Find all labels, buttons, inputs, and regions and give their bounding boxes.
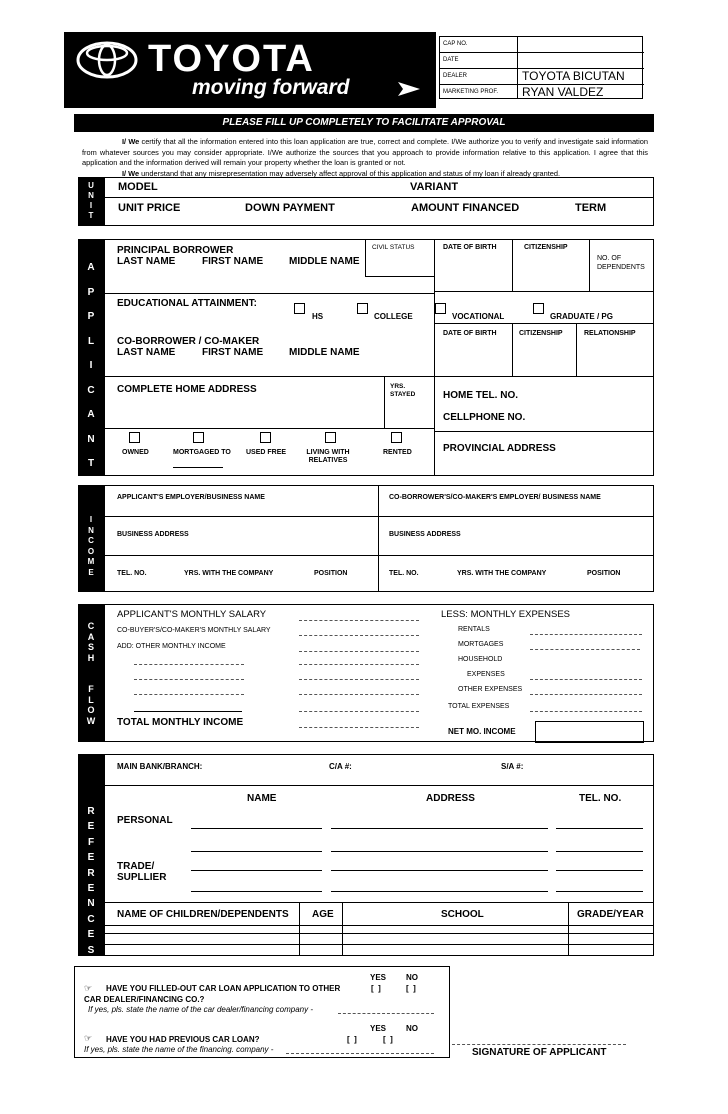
first-name-label: FIRST NAME bbox=[202, 256, 264, 267]
age-header: AGE bbox=[312, 909, 334, 920]
trade-ref-2-address[interactable] bbox=[331, 891, 548, 892]
other-expenses-field[interactable] bbox=[530, 694, 642, 695]
ca-label: C/A #: bbox=[329, 762, 352, 771]
net-income-field[interactable] bbox=[535, 721, 644, 743]
signature-line[interactable] bbox=[452, 1044, 626, 1045]
q2-line2: If yes, pls. state the name of the financing. company - bbox=[84, 1045, 274, 1054]
children-header: NAME OF CHILDREN/DEPENDENTS bbox=[117, 909, 289, 920]
total-income-subtotal-line[interactable] bbox=[134, 711, 242, 712]
trade-ref-2-name[interactable] bbox=[191, 891, 322, 892]
yrs-stayed-label: YRS. STAYED bbox=[390, 383, 416, 398]
income-side-label: I N C O M E bbox=[87, 515, 95, 577]
co-borrower-label: CO-BORROWER / CO-MAKER bbox=[117, 336, 260, 347]
down-payment-label: DOWN PAYMENT bbox=[245, 202, 335, 214]
other-income-amount-3[interactable] bbox=[299, 694, 419, 695]
home-tel-label: HOME TEL. NO. bbox=[443, 390, 518, 401]
unit-side-label: U N I T bbox=[88, 181, 94, 220]
q2-no-box[interactable]: [ ] bbox=[383, 1035, 393, 1044]
brand-name: TOYOTA bbox=[148, 38, 315, 80]
q2-pointer-icon: ☞ bbox=[84, 1033, 93, 1043]
personal-ref-1-name[interactable] bbox=[191, 828, 322, 829]
model-label: MODEL bbox=[118, 181, 158, 193]
residence-mortgaged-label: MORTGAGED TO bbox=[173, 449, 231, 456]
income-yrs-label: YRS. WITH THE COMPANY bbox=[184, 570, 274, 577]
residence-owned-label: OWNED bbox=[122, 449, 149, 456]
total-income-subtotal-field[interactable] bbox=[299, 711, 419, 712]
co-income-yrs-label: YRS. WITH THE COMPANY bbox=[457, 570, 547, 577]
co-citizenship-label: CITIZENSHIP bbox=[519, 330, 563, 337]
principal-borrower-label: PRINCIPAL BORROWER bbox=[117, 245, 234, 256]
co-income-tel-label: TEL. NO. bbox=[389, 570, 419, 577]
personal-ref-1-address[interactable] bbox=[331, 828, 548, 829]
personal-ref-2-address[interactable] bbox=[331, 851, 548, 852]
relationship-label: RELATIONSHIP bbox=[584, 330, 636, 337]
other-income-amount-1[interactable] bbox=[299, 664, 419, 665]
employer-label: APPLICANT'S EMPLOYER/BUSINESS NAME bbox=[117, 494, 265, 501]
household-expenses-label: EXPENSES bbox=[467, 671, 505, 678]
other-income-label: ADD: OTHER MONTHLY INCOME bbox=[117, 643, 226, 650]
marketing-prof-label: MARKETING PROF. bbox=[443, 89, 499, 95]
applicant-section bbox=[104, 239, 654, 476]
personal-ref-2-tel[interactable] bbox=[556, 851, 643, 852]
q1-line1: HAVE YOU FILLED-OUT CAR LOAN APPLICATION TO OTHER bbox=[106, 984, 341, 993]
home-address-label: COMPLETE HOME ADDRESS bbox=[117, 384, 257, 395]
total-expenses-label: TOTAL EXPENSES bbox=[448, 703, 510, 710]
unit-section bbox=[104, 177, 654, 226]
other-income-desc-2[interactable] bbox=[134, 679, 244, 680]
edu-vocational-label: VOCATIONAL bbox=[452, 312, 505, 321]
header-fields-table bbox=[439, 36, 643, 99]
trade-ref-1-name[interactable] bbox=[191, 870, 322, 871]
school-header: SCHOOL bbox=[441, 909, 484, 920]
net-income-label: NET MO. INCOME bbox=[448, 727, 516, 736]
total-income-label: TOTAL MONTHLY INCOME bbox=[117, 717, 244, 728]
references-side-label: R E F E R E N C E S bbox=[87, 806, 95, 956]
main-bank-label: MAIN BANK/BRANCH: bbox=[117, 762, 203, 771]
disclaimer-lead-1: I/ We bbox=[122, 137, 140, 146]
income-position-label: POSITION bbox=[314, 570, 348, 577]
q1-no-label: NO bbox=[406, 973, 418, 982]
trade-ref-2-tel[interactable] bbox=[556, 891, 643, 892]
cap-no-label: CAP NO. bbox=[443, 41, 468, 47]
ref-address-header: ADDRESS bbox=[426, 793, 475, 804]
co-salary-field[interactable] bbox=[299, 635, 419, 636]
education-label: EDUCATIONAL ATTAINMENT: bbox=[117, 298, 257, 309]
middle-name-label: MIDDLE NAME bbox=[289, 256, 360, 267]
disclaimer-lead-2: I/ We bbox=[122, 168, 140, 178]
co-first-name-label: FIRST NAME bbox=[202, 347, 264, 358]
instruction-banner: PLEASE FILL UP COMPLETELY TO FACILITATE APPROVAL bbox=[74, 114, 654, 132]
total-income-field[interactable] bbox=[299, 727, 419, 728]
q2-yes-label: YES bbox=[370, 1024, 387, 1033]
edu-graduate-label: GRADUATE / PG bbox=[550, 312, 613, 321]
co-business-address-label: BUSINESS ADDRESS bbox=[389, 531, 461, 538]
personal-ref-1-tel[interactable] bbox=[556, 828, 643, 829]
rentals-field[interactable] bbox=[530, 634, 642, 635]
cap-no-field[interactable] bbox=[520, 38, 642, 51]
q1-line2: CAR DEALER/FINANCING CO.? bbox=[84, 995, 205, 1004]
less-expenses-label: LESS: MONTHLY EXPENSES bbox=[441, 609, 570, 620]
residence-owned-checkbox[interactable] bbox=[129, 432, 140, 443]
business-address-label: BUSINESS ADDRESS bbox=[117, 531, 189, 538]
mortgages-field[interactable] bbox=[530, 649, 640, 650]
disclaimer bbox=[82, 137, 648, 178]
sa-label: S/A #: bbox=[501, 762, 524, 771]
residence-used-free-label: USED FREE bbox=[246, 449, 287, 456]
toyota-emblem-icon bbox=[76, 41, 138, 79]
co-employer-label: CO-BORROWER'S/CO-MAKER'S EMPLOYER/ BUSINESS NAME bbox=[389, 494, 601, 501]
total-expenses-field[interactable] bbox=[530, 711, 642, 712]
dealer-field[interactable]: TOYOTA BICUTAN bbox=[522, 69, 625, 83]
date-label: DATE bbox=[443, 57, 459, 63]
other-income-field[interactable] bbox=[299, 651, 419, 652]
provincial-address-label: PROVINCIAL ADDRESS bbox=[443, 443, 556, 454]
term-label: TERM bbox=[575, 202, 607, 214]
q2-line1: HAVE YOU HAD PREVIOUS CAR LOAN? bbox=[106, 1035, 260, 1044]
household-label: HOUSEHOLD bbox=[458, 656, 503, 663]
residence-relatives-label: LIVING WITH RELATIVES bbox=[306, 449, 350, 464]
marketing-prof-field[interactable]: RYAN VALDEZ bbox=[522, 85, 604, 99]
unit-price-label: UNIT PRICE bbox=[118, 202, 181, 214]
q1-pointer-icon: ☞ bbox=[84, 983, 93, 993]
dob-label: DATE OF BIRTH bbox=[443, 244, 497, 251]
last-name-label: LAST NAME bbox=[117, 256, 176, 267]
dependents-label: NO. OF DEPENDENTS bbox=[597, 255, 645, 271]
edu-college-checkbox[interactable] bbox=[357, 303, 368, 314]
disclaimer-text-2: understand that any misrepresentation may adversely affect approval of this application and status of my loan if already granted. bbox=[139, 168, 561, 178]
mortgaged-to-line[interactable] bbox=[173, 467, 223, 468]
residence-mortgaged-checkbox[interactable] bbox=[193, 432, 204, 443]
disclaimer-text-1: certify that all the information entered into this loan application are true, correct and complete. I/We authorize you to verify and investigate said information from whatever sources you may consider appropriate. I/We authorize the sources that you approach to provide information relative to this application. I agree that this application and the information derived will remain your property whether the loan is granted or not. bbox=[82, 137, 648, 168]
residence-rented-label: RENTED bbox=[383, 449, 412, 456]
q1-no-box[interactable]: [ ] bbox=[406, 984, 416, 993]
date-field[interactable] bbox=[520, 54, 642, 67]
other-income-amount-2[interactable] bbox=[299, 679, 419, 680]
ref-tel-header: TEL. NO. bbox=[579, 793, 622, 804]
trade-ref-1-address[interactable] bbox=[331, 870, 548, 871]
salary-label: APPLICANT'S MONTHLY SALARY bbox=[117, 609, 267, 620]
ref-name-header: NAME bbox=[247, 793, 277, 804]
citizenship-label: CITIZENSHIP bbox=[524, 244, 568, 251]
personal-label: PERSONAL bbox=[117, 815, 173, 826]
civil-status-label: CIVIL STATUS bbox=[372, 244, 415, 251]
edu-college-label: COLLEGE bbox=[374, 312, 413, 321]
residence-used-free-checkbox[interactable] bbox=[260, 432, 271, 443]
q1-yes-box[interactable]: [ ] bbox=[371, 984, 381, 993]
mortgages-label: MORTGAGES bbox=[458, 641, 504, 648]
personal-ref-2-name[interactable] bbox=[191, 851, 322, 852]
co-salary-label: CO-BUYER'S/CO-MAKER'S MONTHLY SALARY bbox=[117, 627, 271, 634]
dealer-label: DEALER bbox=[443, 73, 468, 79]
residence-relatives-checkbox[interactable] bbox=[325, 432, 336, 443]
other-income-desc-1[interactable] bbox=[134, 664, 244, 665]
signature-label: SIGNATURE OF APPLICANT bbox=[472, 1047, 607, 1058]
residence-rented-checkbox[interactable] bbox=[391, 432, 402, 443]
trade-label: TRADE/ bbox=[117, 861, 155, 872]
co-income-position-label: POSITION bbox=[587, 570, 621, 577]
q2-yes-box[interactable]: [ ] bbox=[347, 1035, 357, 1044]
toyota-logo-block bbox=[64, 32, 436, 108]
variant-label: VARIANT bbox=[410, 181, 459, 193]
rentals-label: RENTALS bbox=[458, 626, 490, 633]
q1-company-field[interactable] bbox=[338, 1013, 434, 1014]
trade-ref-1-tel[interactable] bbox=[556, 870, 643, 871]
q2-company-field[interactable] bbox=[286, 1053, 434, 1054]
edu-hs-checkbox[interactable] bbox=[294, 303, 305, 314]
co-dob-label: DATE OF BIRTH bbox=[443, 330, 497, 337]
co-middle-name-label: MIDDLE NAME bbox=[289, 347, 360, 358]
household-field[interactable] bbox=[530, 679, 642, 680]
other-expenses-label: OTHER EXPENSES bbox=[458, 686, 523, 693]
edu-vocational-checkbox[interactable] bbox=[435, 303, 446, 314]
q1-line3: If yes, pls. state the name of the car dealer/financing company - bbox=[88, 1005, 314, 1014]
edu-graduate-checkbox[interactable] bbox=[533, 303, 544, 314]
income-tel-label: TEL. NO. bbox=[117, 570, 147, 577]
cellphone-label: CELLPHONE NO. bbox=[443, 412, 526, 423]
cashflow-side-label: C A S H F L O W bbox=[86, 621, 96, 726]
grade-header: GRADE/YEAR bbox=[577, 909, 644, 920]
applicant-side-label: A P P L I C A N T bbox=[87, 262, 95, 469]
salary-field[interactable] bbox=[299, 620, 419, 621]
q2-no-label: NO bbox=[406, 1024, 418, 1033]
co-last-name-label: LAST NAME bbox=[117, 347, 176, 358]
arrow-icon bbox=[398, 80, 420, 98]
brand-slogan: moving forward bbox=[192, 76, 350, 99]
edu-hs-label: HS bbox=[312, 312, 324, 321]
other-income-desc-3[interactable] bbox=[134, 694, 244, 695]
supplier-label: SUPLLIER bbox=[117, 872, 167, 883]
amount-financed-label: AMOUNT FINANCED bbox=[411, 202, 520, 214]
q1-yes-label: YES bbox=[370, 973, 387, 982]
